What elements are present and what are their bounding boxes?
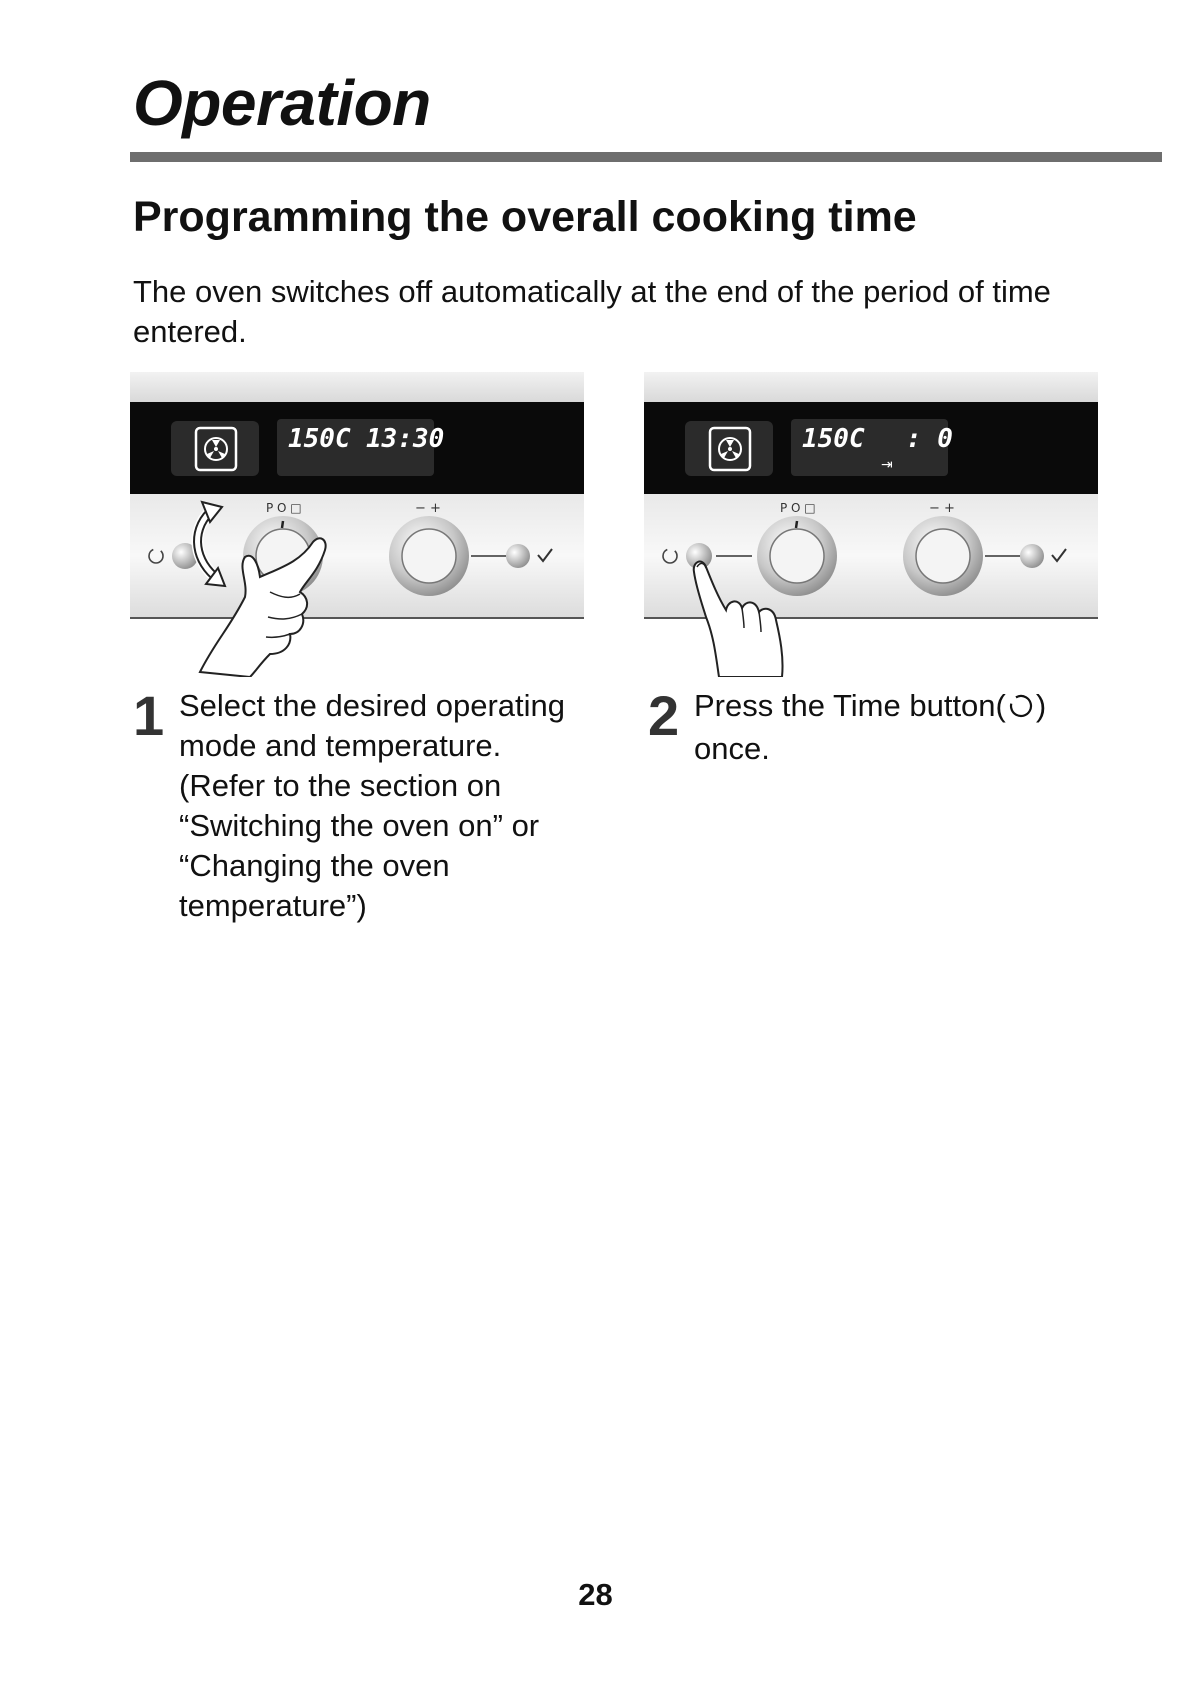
section-title: Programming the overall cooking time (133, 193, 917, 241)
chapter-divider (130, 152, 1162, 162)
oven-panel-illustration-2 (644, 372, 1098, 677)
step-text-after: ) once. (694, 688, 1047, 766)
chapter-title: Operation (133, 67, 431, 139)
oven-panel-illustration-1 (130, 372, 584, 677)
value-knob-label: − + (929, 501, 955, 516)
confirm-button (506, 544, 530, 568)
page-number: 28 (578, 1577, 613, 1612)
lcd-temperature: 150C (802, 424, 865, 454)
mode-knob-label: P O □ (780, 501, 816, 515)
confirm-button (1020, 544, 1044, 568)
mode-knob-label: P O □ (266, 501, 302, 515)
panel-top-strip (644, 372, 1098, 402)
step-number: 1 (133, 684, 165, 747)
step-number: 2 (648, 684, 680, 747)
lcd-time: 13:30 (366, 424, 445, 454)
time-button-icon (1008, 689, 1034, 729)
step-text-before: Press the Time button( (694, 688, 1006, 723)
value-knob-label: − + (415, 501, 441, 516)
lcd-time: : 0 (906, 424, 953, 454)
step-text: Select the desired operating mode and temperature. (Refer to the section on “Switching the oven on” or “Changing the oven temperature”) (179, 688, 566, 923)
intro-paragraph: The oven switches off automatically at the end of the period of time entered. (133, 274, 1051, 349)
panel-top-strip (130, 372, 584, 402)
duration-indicator-icon: ⇥ (881, 457, 893, 473)
lcd-temperature: 150C (288, 424, 351, 454)
step-text (694, 686, 1046, 769)
